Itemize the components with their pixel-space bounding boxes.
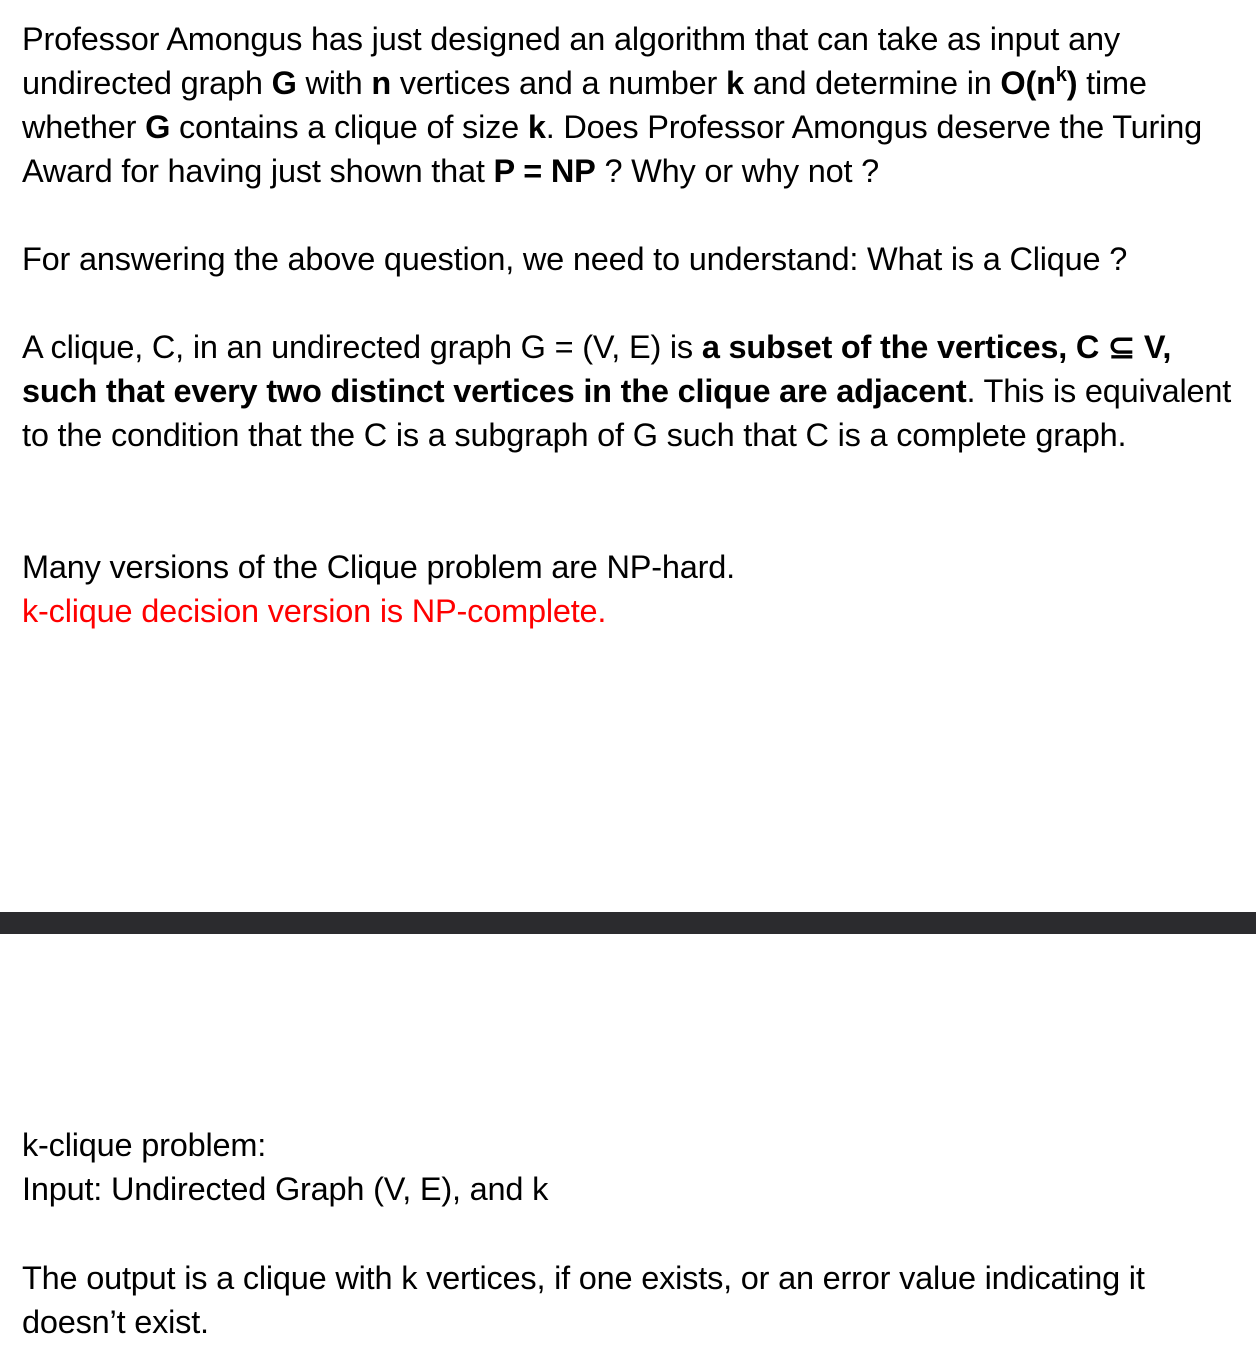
problem-title: k-clique problem: (22, 1127, 267, 1163)
definition-paragraph: A clique, C, in an undirected graph G = (V, E) is a subset of the vertices, C ⊆ V, such that every two distinct vertices in the clique are adjacent. This is equivalent to the condition that the C is a subgraph of G such that C is a complete graph. (22, 329, 1232, 453)
section-divider (0, 912, 1256, 934)
problem-input: Input: Undirected Graph (V, E), and k (22, 1171, 549, 1207)
question-paragraph: Professor Amongus has just designed an algorithm that can take as input any undirected graph G with n vertices and a number k and determine in $O(n^k)$ time whether G contains a clique of size k. Does Professor Amongus deserve the Turing Award for having just shown that P = NP ? Why or why not ? (22, 21, 1202, 189)
hardness-paragraph (22, 545, 1252, 633)
bold-complexity: O(n (1000, 65, 1056, 101)
bold-n: n (371, 65, 391, 101)
intro-paragraph: For answering the above question, we need to understand: What is a Clique ? (22, 241, 1128, 277)
problem-block (22, 1123, 1252, 1211)
bold-G: G (271, 65, 297, 101)
bold-k: k (725, 65, 744, 101)
problem-output: The output is a clique with k vertices, if one exists, or an error value indicating it doesn’t exist. (22, 1260, 1145, 1340)
bold-p-equals-np: P = NP (493, 153, 596, 189)
hardness-line: Many versions of the Clique problem are NP-hard. (22, 549, 735, 585)
definition-bold: a subset of the vertices, C ⊆ V, such that every two distinct vertices in the clique are adjacent (22, 329, 1172, 409)
np-complete-line: k-clique decision version is NP-complete. (22, 593, 607, 629)
